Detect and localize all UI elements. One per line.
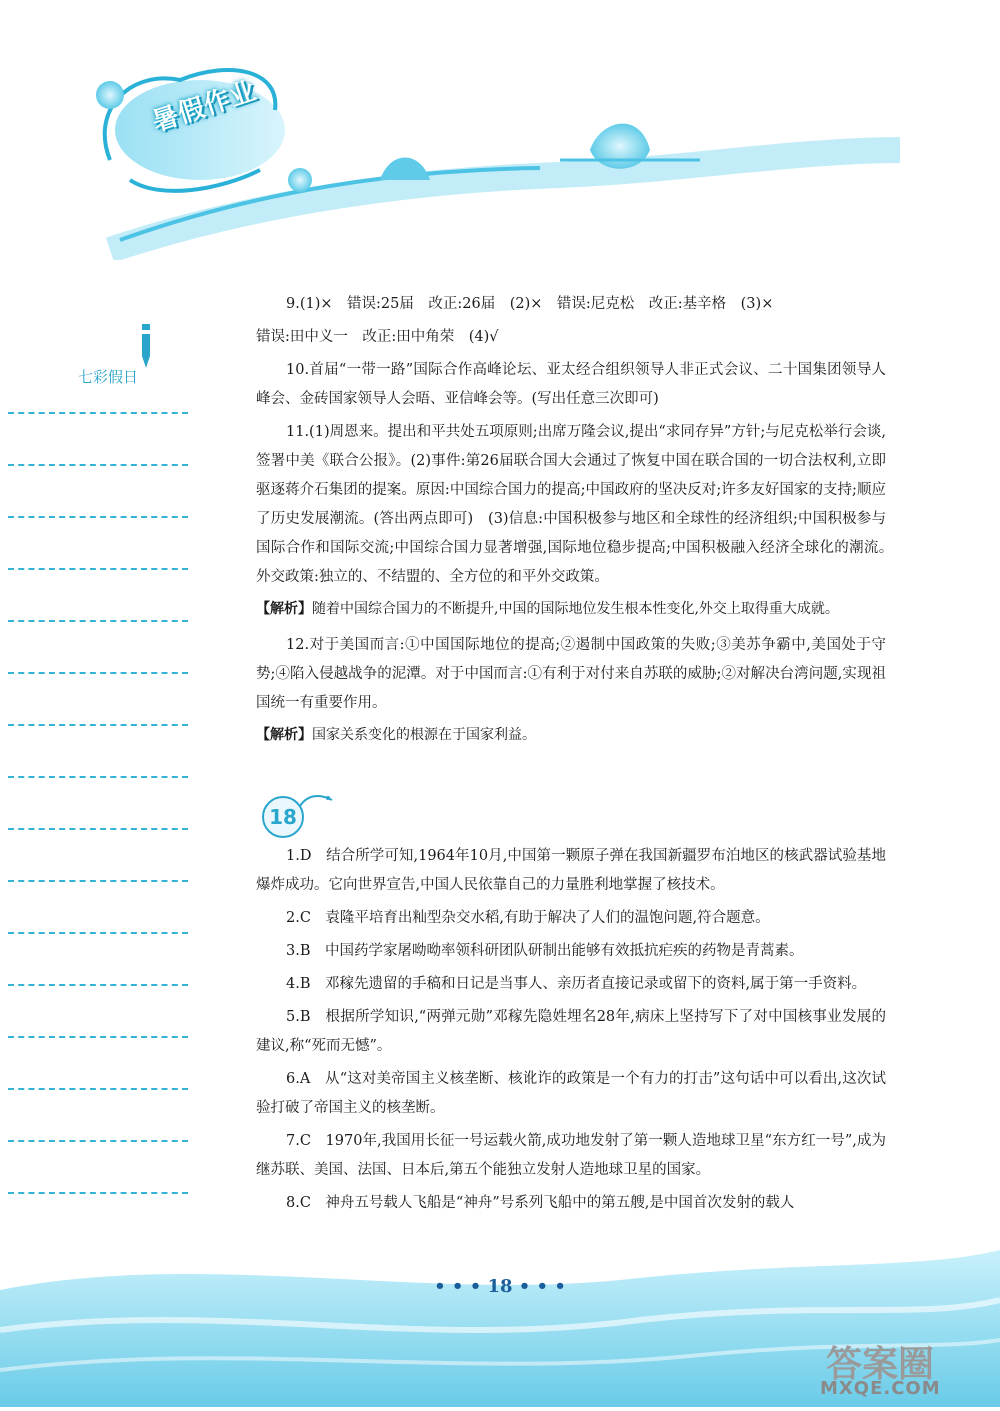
writing-line [8,880,188,882]
pen-icon [136,322,156,372]
decorative-vine-art [0,0,1000,260]
analysis-text: 国家关系变化的根源在于国家利益。 [312,727,536,743]
writing-line [8,568,188,570]
analysis-note [256,722,886,749]
swirl-icon [298,792,334,810]
page-number: • • • 18 • • • [434,1276,566,1297]
analysis-note [256,596,886,623]
writing-line [8,412,188,414]
section-number-badge: 18 [262,796,304,838]
answer-11: 11.(1)周恩来。提出和平共处五项原则;出席万隆会议,提出“求同存异”方针;与尼克松举行会谈,签署中美《联合公报》。(2)事件:第26届联合国大会通过了恢复中国在联合国的一切合法权利,立即驱逐蒋介石集团的提案。原因:中国综合国力的提高;中国政府的坚决反对;许多友好国家的支持;顺应了历史发展潮流。(答出两点即可) (3)信息:中国积极参与地区和全球性的经济组织;中国积极参与国际合作和国际交流;中国综合国力显著增强,国际地位稳步提高;中国积极融入经济全球化的潮流。 外交政策:独立的、不结盟的、全方位的和平外交政策。 [256,424,901,585]
answer-18-8: 8.C 神舟五号载人飞船是“神舟”号系列飞船中的第五艘,是中国首次发射的载人 [286,1195,795,1211]
answer-12: 12.对于美国而言:①中国国际地位的提高;②遏制中国政策的失败;③美苏争霸中,美国处于守势;④陷入侵越战争的泥潭。对于中国而言:①有利于对付来自苏联的威胁;②对解决台湾问题,实现祖国统一有重要作用。 [256,637,886,711]
writing-line [8,932,188,934]
answer-18-6: 6.A 从“这对美帝国主义核垄断、核讹诈的政策是一个有力的打击”这句话中可以看出,这次试验打破了帝国主义的核垄断。 [256,1071,886,1116]
answer-18-7: 7.C 1970年,我国用长征一号运载火箭,成功地发射了第一颗人造地球卫星“东方红一号”,成为继苏联、美国、法国、日本后,第五个能独立发射人造地球卫星的国家。 [256,1133,886,1178]
writing-line [8,1192,188,1194]
watermark-logo: 答案圈 [826,1344,935,1385]
answers-section-18 [256,842,886,1222]
analysis-tag: 【解析】 [256,601,312,617]
writing-line [8,516,188,518]
answer-18-5: 5.B 根据所学知识,“两弹元勋”邓稼先隐姓埋名28年,病床上坚持写下了对中国核事业发展的建议,称“死而无憾”。 [256,1009,886,1054]
banner-title: 暑假作业 [148,75,261,138]
writing-line [8,1036,188,1038]
analysis-tag: 【解析】 [256,727,312,743]
answer-18-4: 4.B 邓稼先遗留的手稿和日记是当事人、亲历者直接记录或留下的资料,属于第一手资料。 [286,976,867,992]
writing-line [8,776,188,778]
writing-line [8,1088,188,1090]
writing-line [8,828,188,830]
analysis-text: 随着中国综合国力的不断提升,中国的国际地位发生根本性变化,外交上取得重大成就。 [312,601,839,617]
answer-10: 10.首届“一带一路”国际合作高峰论坛、亚太经合组织领导人非正式会议、二十国集团领导人峰会、金砖国家领导人会晤、亚信峰会等。(写出任意三次即可) [256,362,886,407]
sidebar-label: 七彩假日 [78,368,139,386]
writing-line [8,724,188,726]
watermark-site: MXQE.COM [820,1378,941,1399]
answers-section-17 [256,290,901,757]
answer-18-2: 2.C 袁隆平培育出籼型杂交水稻,有助于解决了人们的温饱问题,符合题意。 [286,910,770,926]
writing-line [8,1140,188,1142]
header-banner [0,0,1000,260]
writing-line [8,672,188,674]
answer-9-line-2: 错误:田中义一 改正:田中角荣 (4)√ [256,329,499,345]
writing-line [8,620,188,622]
answer-18-1: 1.D 结合所学可知,1964年10月,中国第一颗原子弹在我国新疆罗布泊地区的核武器试验基地爆炸成功。它向世界宣告,中国人民依靠自己的力量胜利地掌握了核技术。 [256,848,886,893]
writing-line [8,464,188,466]
answer-9-line-1: 9.(1)× 错误:25届 改正:26届 (2)× 错误:尼克松 改正:基辛格 (3)× [286,296,774,312]
writing-line [8,984,188,986]
answer-18-3: 3.B 中国药学家屠呦呦率领科研团队研制出能够有效抵抗疟疾的药物是青蒿素。 [286,943,804,959]
